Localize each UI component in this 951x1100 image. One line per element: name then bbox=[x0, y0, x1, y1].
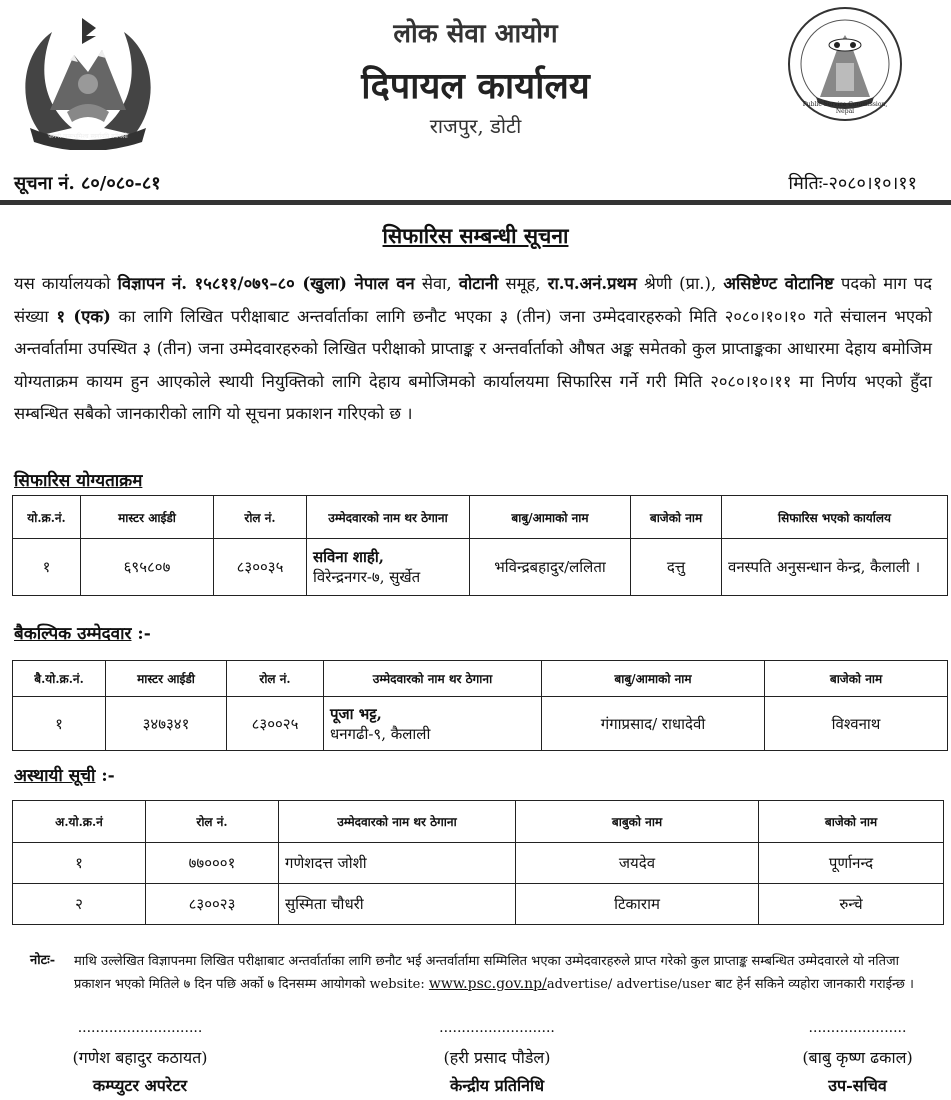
col-roll: रोल नं. bbox=[146, 801, 279, 843]
table-row: १ ३४७३४१ ८३००२५ पूजा भट्ट, धनगढी-९, कैलाली गंगाप्रसाद/ राधादेवी विश्वनाथ bbox=[13, 697, 948, 751]
col-master-id: मास्टर आईडी bbox=[106, 661, 227, 697]
signature-block-central-representative: .......................... (हरी प्रसाद पौडेल) केन्द्रीय प्रतिनिधि bbox=[439, 1020, 555, 1095]
table-row: १ ७७०००१ गणेशदत्त जोशी जयदेव पूर्णानन्द bbox=[13, 843, 944, 884]
col-sn: बै.यो.क्र.नं. bbox=[13, 661, 106, 697]
note-label: नोटः- bbox=[30, 953, 56, 968]
emblem-motto: जननी जन्मभूमिश्च स्वर्गादपि गरीयसी bbox=[48, 133, 128, 140]
recommendation-table bbox=[12, 495, 948, 596]
signature-block-computer-operator: ............................ (गणेश बहादुर कठायत) कम्प्युटर अपरेटर bbox=[72, 1020, 208, 1095]
col-master-id: मास्टर आईडी bbox=[81, 496, 214, 539]
psc-website-link[interactable]: www.psc.gov.np/ bbox=[428, 976, 547, 992]
col-sn: अ.यो.क्र.नं bbox=[13, 801, 146, 843]
office-place: राजपुर, डोटी bbox=[429, 114, 522, 138]
col-sn: यो.क्र.नं. bbox=[13, 496, 81, 539]
col-father: बाबुको नाम bbox=[516, 801, 759, 843]
col-office: सिफारिस भएको कार्यालय bbox=[722, 496, 948, 539]
col-name-address: उम्मेदवारको नाम थर ठेगाना bbox=[307, 496, 470, 539]
notice-date: मितिः-२०८०।१०।११ bbox=[788, 173, 917, 194]
col-name-address: उम्मेदवारको नाम थर ठेगाना bbox=[279, 801, 516, 843]
table-row: १ ६९५८०७ ८३००३५ सविना शाही, विरेन्द्रनगर-७, सुर्खेत भविन्द्रबहादुर/ललिता दत्तु वनस्पति अनुसन्धान केन्द्र, कैलाली । bbox=[13, 539, 948, 596]
signature-block-deputy-secretary: ...................... (बाबु कृष्ण ढकाल) उप-सचिव bbox=[802, 1020, 913, 1095]
alternate-heading: बैकल्पिक उम्मेदवार :- bbox=[14, 624, 151, 644]
temporary-heading: अस्थायी सूची :- bbox=[14, 766, 115, 786]
col-roll: रोल नं. bbox=[227, 661, 324, 697]
col-parents: बाबु/आमाको नाम bbox=[470, 496, 631, 539]
seal-text: Public Service Commission, Nepal bbox=[802, 101, 888, 115]
col-name-address: उम्मेदवारको नाम थर ठेगाना bbox=[324, 661, 542, 697]
col-parents: बाबु/आमाको नाम bbox=[542, 661, 765, 697]
col-grandfather: बाजेको नाम bbox=[765, 661, 948, 697]
col-grandfather: बाजेको नाम bbox=[631, 496, 722, 539]
table-row: २ ८३००२३ सुस्मिता चौधरी टिकाराम रुन्चे bbox=[13, 884, 944, 925]
temporary-table bbox=[12, 800, 944, 925]
note-text: माथि उल्लेखित विज्ञापनमा लिखित परीक्षाबाट अन्तर्वार्ताका लागि छनौट भई अन्तर्वार्तामा सम्मिलित भएका उम्मेदवारहरुले प्राप्त गरेको कुल प्राप्ताङ्क सम्बन्धित उम्मेदवारले यो नतिजा प्रकाशन भएको मितिले ७ दिन पछि अर्को ७ दिनसम्म आयोगको website: www.psc.gov.np/advertise/ advertise/user बाट हेर्न सकिने व्यहोरा जानकारी गराईन्छ । bbox=[74, 954, 914, 992]
col-roll: रोल नं. bbox=[214, 496, 307, 539]
notice-number: सूचना नं. ८०/०८०-८१ bbox=[14, 173, 161, 194]
org-name: लोक सेवा आयोग bbox=[393, 19, 558, 49]
notice-title: सिफारिस सम्बन्धी सूचना bbox=[382, 223, 569, 248]
col-grandfather: बाजेको नाम bbox=[759, 801, 944, 843]
alternate-table bbox=[12, 660, 948, 751]
header-rule bbox=[0, 200, 951, 205]
recommendation-heading: सिफारिस योग्यताक्रम bbox=[14, 471, 143, 491]
notice-body: यस कार्यालयको विज्ञापन नं. १५८११/०७९–८० (खुला) नेपाल वन सेवा, वोटानी समूह, रा.प.अनं.प्रथम श्रेणी (प्रा.), असिष्टेण्ट वोटानिष्ट पदको माग पद संख्या १ (एक) का लागि लिखित परीक्षाबाट अन्तर्वार्ताका लागि छनौट भएका ३ (तीन) जना उम्मेदवारहरुको मिति २०८०।१०।१० गते संचालन भएको अन्तर्वार्तामा उपस्थित ३ (तीन) जना उम्मेदवारहरुको लिखित परीक्षाको प्राप्ताङ्क र अन्तर्वार्ताको औषत अङ्क समेतको कुल प्राप्ताङ्कका आधारमा देहाय बमोजिम योग्यताक्रम कायम हुन आएकोले स्थायी नियुक्तिको लागि देहाय बमोजिमको कार्यालयमा सिफारिस गर्ने गरी मिति २०८०।१०।११ मा निर्णय भएको हुँदा सम्बन्धित सबैको जानकारीको लागि यो सूचना प्रकाशन गरिएको छ । bbox=[14, 274, 932, 423]
office-name: दिपायल कार्यालय bbox=[361, 65, 590, 107]
